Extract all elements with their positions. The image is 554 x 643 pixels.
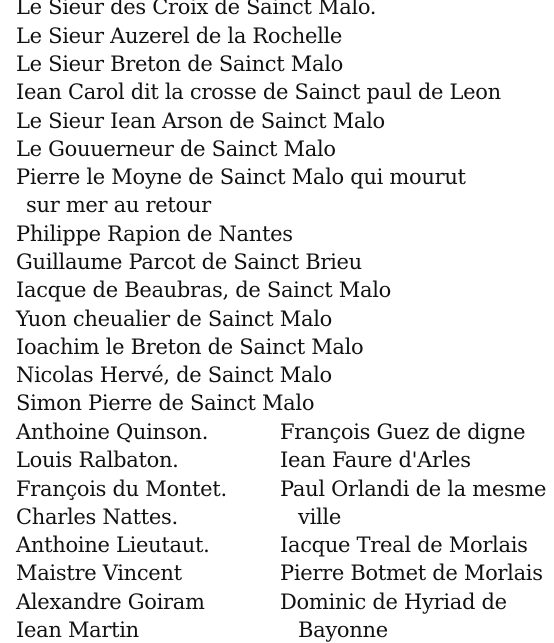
name-line: Le Gouuerneur de Sainct Malo [16,137,336,161]
name-line: Pierre le Moyne de Sainct Malo qui mourut [16,165,466,189]
name-line: Guillaume Parcot de Sainct Brieu [16,250,362,274]
name-line: Simon Pierre de Sainct Malo [16,391,315,415]
left-column-name-line: Louis Ralbaton. [16,448,179,472]
left-column-name-line: Anthoine Quinson. [16,420,209,444]
name-line: Iean Carol dit la crosse de Sainct paul de Leon [16,80,501,104]
right-column-name-line: Paul Orlandi de la mesme [280,477,547,501]
right-column-name-line: Pierre Botmet de Morlais [280,561,543,585]
right-column-name-line: Dominic de Hyriad de [280,590,507,614]
right-column-name-line: François Guez de digne [280,420,526,444]
left-column-name-line: Anthoine Lieutaut. [16,533,210,557]
name-line: Le Sieur Iean Arson de Sainct Malo [16,109,385,133]
left-column-name-line: Charles Nattes. [16,505,178,529]
name-line: sur mer au retour [26,193,211,217]
name-line: Philippe Rapion de Nantes [16,222,293,246]
name-line: Le Sieur Breton de Sainct Malo [16,52,343,76]
left-column-name-line: François du Montet. [16,477,227,501]
right-column-name-line: Iean Faure d'Arles [280,448,471,472]
name-line: Ioachim le Breton de Sainct Malo [16,335,364,359]
name-line: Nicolas Hervé, de Sainct Malo [16,363,332,387]
name-line: Le Sieur des Croix de Sainct Malo. [16,0,377,19]
name-line: Iacque de Beaubras, de Sainct Malo [16,278,391,302]
name-line: Yuon cheualier de Sainct Malo [16,307,332,331]
name-line: Le Sieur Auzerel de la Rochelle [16,24,343,48]
left-column-name-line: Maistre Vincent [16,561,182,585]
right-column-name-line: Bayonne [298,618,388,642]
left-column-name-line: Alexandre Goiram [16,590,205,614]
right-column-name-line: ville [298,505,341,529]
left-column-name-line: Iean Martin [16,618,139,642]
right-column-name-line: Iacque Treal de Morlais [280,533,528,557]
